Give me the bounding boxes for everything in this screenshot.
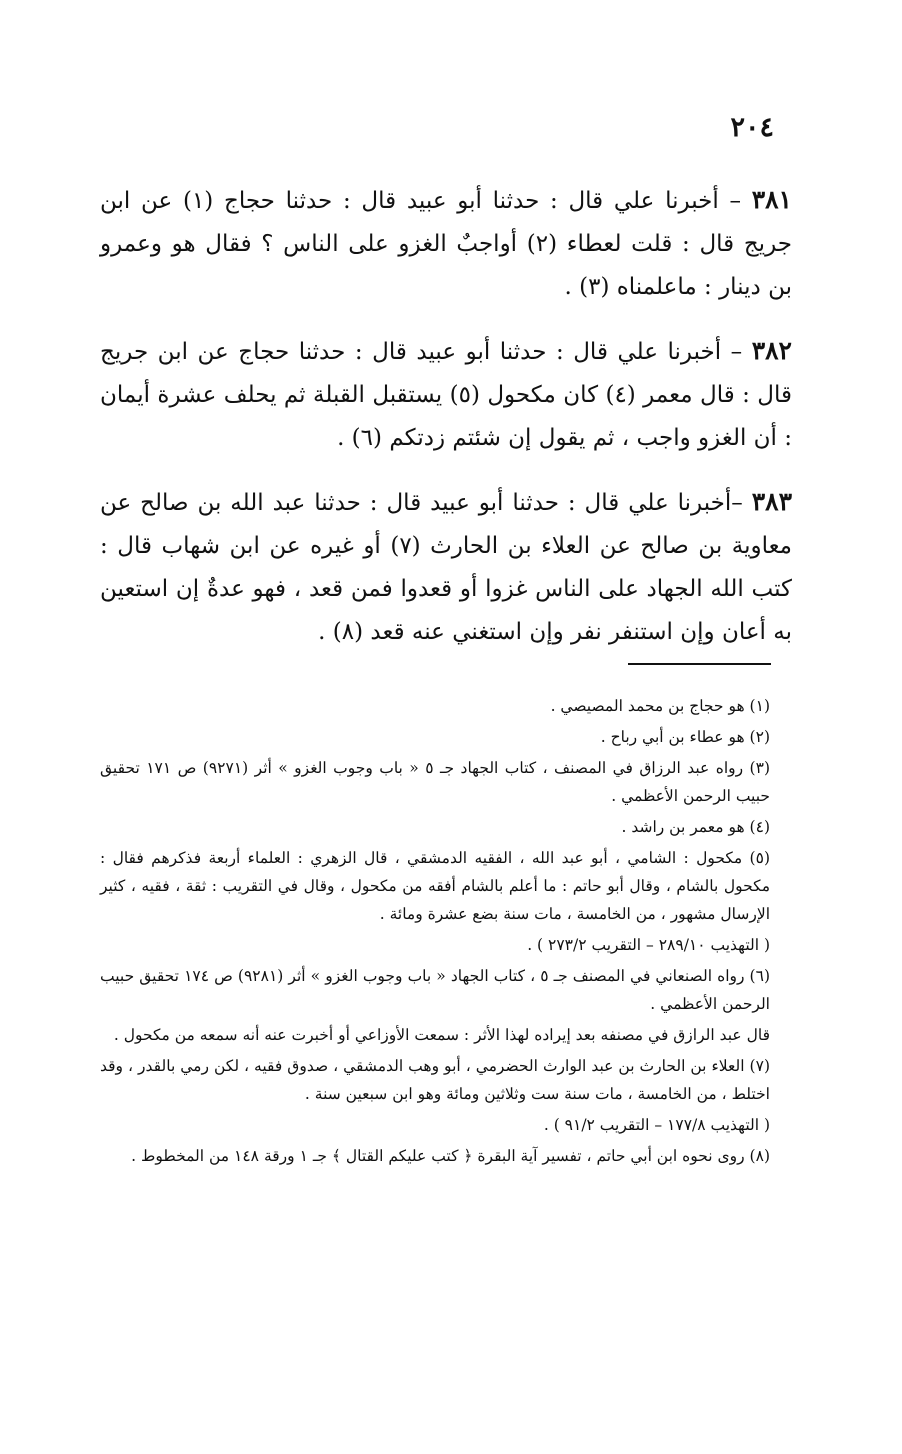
page-number: ٢٠٤ bbox=[730, 112, 774, 143]
footnote-5: (٥) مكحول : الشامي ، أبو عبد الله ، الفقيه الدمشقي ، قال الزهري : العلماء أربعة فذكرهم فقال : مكحول بالشام ، وقال أبو حاتم : ما أعلم بالشام أفقه من مكحول ، وقال في التقريب : ثقة ، فقيه ، كثير الإرسال مشهور ، من الخامسة ، مات سنة بضع عشرة ومائة . bbox=[100, 849, 770, 923]
footnote-7: (٧) العلاء بن الحارث بن عبد الوارث الحضرمي ، أبو وهب الدمشقي ، صدوق فقيه ، لكن رمي بالقدر ، وقد اختلط ، من الخامسة ، مات سنة ست وثلاثين ومائة وهو ابن سبعين سنة . bbox=[100, 1057, 770, 1103]
footnote-separator bbox=[628, 663, 771, 665]
footnote-2: (٢) هو عطاء بن أبي رباح . bbox=[600, 728, 770, 746]
footnote-1: (١) هو حجاج بن محمد المصيصي . bbox=[550, 697, 770, 715]
footnote-3: (٣) رواه عبد الرزاق في المصنف ، كتاب الجهاد جـ ٥ « باب وجوب الغزو » أثر (٩٢٧١) ص ١٧١ تحقيق حبيب الرحمن الأعظمي . bbox=[100, 759, 770, 805]
hadith-text: – أخبرنا علي قال : حدثنا أبو عبيد قال : حدثنا حجاج عن ابن جريج قال : قال معمر (٤) كان مكحول (٥) يستقبل القبلة ثم يحلف عشرة أيمان : أن الغزو واجب ، ثم يقول إن شئتم زدتكم (٦) . bbox=[100, 339, 792, 451]
hadith-text: –أخبرنا علي قال : حدثنا أبو عبيد قال : حدثنا عبد الله بن صالح عن معاوية بن صالح عن العلاء بن الحارث (٧) أو غيره عن ابن شهاب قال : كتب الله الجهاد على الناس غزوا أو قعدوا فمن قعد ، فهو عدةٌ إن استعين به أعان وإن استنفر نفر وإن استغني عنه قعد (٨) . bbox=[100, 490, 792, 645]
main-text bbox=[100, 178, 792, 674]
footnotes bbox=[100, 692, 792, 1173]
footnote-8: (٨) روى نحوه ابن أبي حاتم ، تفسير آية البقرة ﴿ كتب عليكم القتال ﴾ جـ ١ ورقة ١٤٨ من المخطوط . bbox=[131, 1147, 770, 1165]
hadith-paragraph-383 bbox=[100, 480, 792, 654]
footnote-6: (٦) رواه الصنعاني في المصنف جـ ٥ ، كتاب الجهاد « باب وجوب الغزو » أثر (٩٢٨١) ص ١٧٤ تحقيق حبيب الرحمن الأعظمي . bbox=[100, 967, 770, 1013]
footnote-5-reference: ( التهذيب ٢٨٩/١٠ – التقريب ٢٧٣/٢ ) . bbox=[527, 936, 770, 954]
hadith-number: ٣٨١ bbox=[751, 185, 792, 214]
hadith-number: ٣٨٣ bbox=[751, 487, 793, 516]
hadith-text: – أخبرنا علي قال : حدثنا أبو عبيد قال : حدثنا حجاج (١) عن ابن جريج قال : قلت لعطاء (٢) أواجبٌ الغزو على الناس ؟ فقال هو وعمرو بن دينار : ماعلمناه (٣) . bbox=[100, 188, 792, 300]
footnote-7-reference: ( التهذيب ١٧٧/٨ – التقريب ٩١/٢ ) . bbox=[543, 1116, 770, 1134]
hadith-number: ٣٨٢ bbox=[751, 336, 792, 365]
hadith-paragraph-382 bbox=[100, 329, 792, 460]
hadith-paragraph-381 bbox=[100, 178, 792, 309]
footnote-4: (٤) هو معمر بن راشد . bbox=[621, 818, 770, 836]
footnote-6-comment: قال عبد الرازق في مصنفه بعد إيراده لهذا الأثر : سمعت الأوزاعي أو أخبرت عنه أنه سمعه من مكحول . bbox=[113, 1026, 770, 1044]
